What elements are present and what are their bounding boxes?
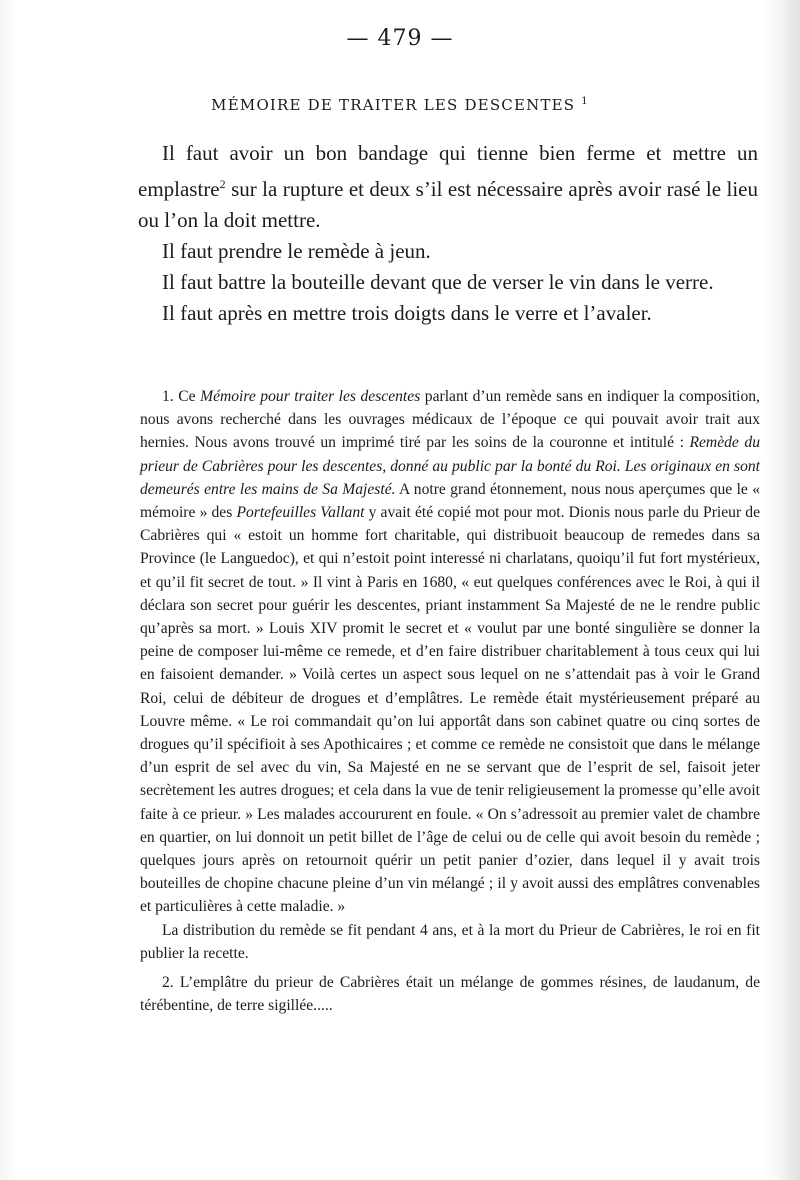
page-number: — 479 —	[346, 26, 454, 51]
footnote-italic: Remède du prieur de Cabrières pour les descentes, donné au public par la bonté du Roi. Les originaux en sont demeurés entre les mains de Sa Majesté.	[140, 434, 760, 498]
main-paragraph	[138, 138, 758, 236]
section-title-text: MÉMOIRE DE TRAITER LES DESCENTES	[211, 96, 576, 114]
main-paragraph: Il faut battre la bouteille devant que de verser le vin dans le verre.	[162, 270, 714, 294]
title-footnote-ref: 1	[581, 96, 589, 107]
section-title	[0, 96, 800, 114]
footnotes	[140, 385, 760, 1017]
footnote-ref-2: 2	[219, 177, 226, 191]
main-p1-b: sur la rupture et deux s’il est nécessaire après avoir rasé le lieu ou l’on la doit mettre.	[138, 177, 758, 232]
main-p1-a: Il faut avoir un bon bandage qui tienne bien ferme et mettre un emplastre	[138, 141, 758, 201]
footnote-italic: Mémoire pour traiter les descentes	[200, 388, 421, 405]
footnote-text: A notre grand étonnement, nous nous aperçumes que le « mémoire » des	[140, 480, 760, 522]
main-text	[138, 138, 758, 329]
footnote-1	[140, 385, 760, 919]
main-paragraph: Il faut après en mettre trois doigts dans le verre et l’avaler.	[162, 301, 652, 325]
footnote-text: parlant d’un remède sans en indiquer la composition, nous avons recherché dans les ouvrages médicaux de l’époque ce qui pouvait avoir trait aux hernies. Nous avons trouvé un imprimé tiré par les soins de la couronne et intitulé :	[140, 388, 760, 452]
footnote-text: L’emplâtre du prieur de Cabrières était un mélange de gommes résines, de laudanum, de térébentine, de terre sigillée.....	[140, 974, 760, 1015]
main-paragraph: Il faut prendre le remède à jeun.	[162, 239, 431, 263]
footnote-1-number: 1.	[162, 388, 174, 405]
footnote-italic: Portefeuilles Vallant	[236, 504, 365, 522]
footnote-2-number: 2.	[162, 974, 174, 992]
footnote-1-continuation: La distribution du remède se fit pendant 4 ans, et à la mort du Prieur de Cabrières, le roi en fit publier la recette.	[140, 921, 760, 962]
page-gutter-shadow	[776, 0, 800, 1180]
footnote-text: Ce	[173, 388, 201, 405]
footnote-text: y avait été copié mot pour mot. Dionis nous parle du Prieur de Cabrières qui « estoit un homme fort charitable, qui distribuoit beaucoup de remedes dans sa Province (le Languedoc), et qui n’estoit point interessé ni charlatans, quoiqu’il fut fort mystérieux, et qu’il fit secret de tout. » Il vint à Paris en 1680, « eut quelques conférences avec le Roi, à qui il déclara son secret pour guérir les descentes, priant instamment Sa Majesté de ne le rendre public qu’après sa mort. » Louis XIV promit le secret et « voulut par une bonté singulière se donner la peine de composer lui-même ce remede, et d’en faire distribuer charitablement à tous ceux qui lui en faisoient demander. » Voilà certes un aspect sous lequel on ne s’attendait pas à voir le Grand Roi, celui de débiteur de drogues et d’emplâtres. Le remède était mystérieusement préparé au Louvre même. « Le roi commandait qu’on lui apportât dans son cabinet quatre ou cinq sortes de drogues qu’il spécifioit à ses Apothicaires ; et comme ce remède ne consistoit que dans le mélange d’un esprit de sel avec du vin, Sa Majesté en ne se servant que de l’esprit de sel, faisoit jeter secrètement les autres drogues; et cela dans la vue de tenir religieusement la promesse qu’elle avoit faite à ce prieur. » Les malades accoururent en foule. « On s’adressoit au premier valet de chambre en quartier, on lui donnoit un petit billet de l’âge de celui ou de celle qui avoit besoin du remède ; quelques jours après on retournoit quérir un petit panier d’ozier, dans lequel il y avait trois bouteilles de chopine chacune pleine d’un vin mélangé ; il y avoit aussi des emplâtres convenables et particulières à cette maladie. »	[140, 504, 761, 916]
footnote-2	[140, 971, 760, 1017]
